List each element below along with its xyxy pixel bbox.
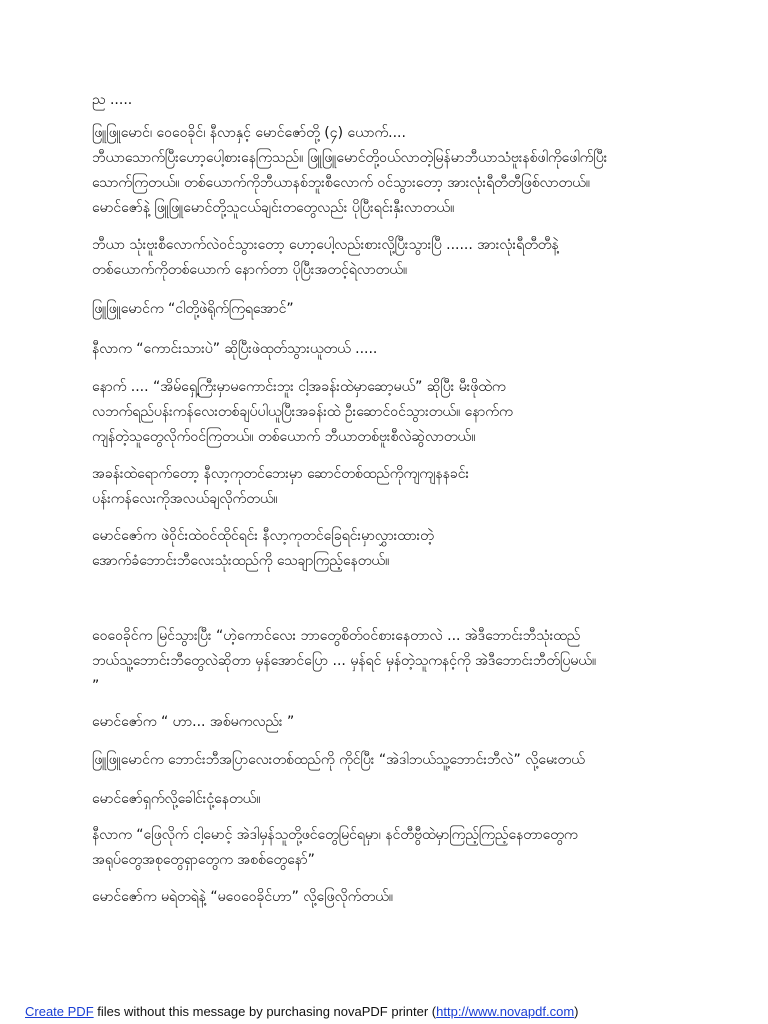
paragraph-13 (92, 823, 692, 873)
paragraph-7 (92, 462, 692, 512)
paragraph-10 (92, 710, 692, 735)
paragraph-4 (92, 297, 692, 322)
text-line: မောင်ဇော်ရှက်လို့ခေါင်းငုံ့နေတယ်။ (92, 791, 261, 807)
paragraph-1 (92, 88, 692, 113)
text-line: လဘက်ရည်ပန်းကန်လေးတစ်ချပ်ပါယူပြီးအခန်းထဲ ဦးဆောင်ဝင်သွားတယ်။ နောက်က (92, 404, 513, 420)
text-line: မောင်ဇော်က ဖဲဝိုင်းထဲဝင်ထိုင်ရင်း နီလာ့ကုတင်ခြေရင်းမှာလွှားထားတဲ့ (92, 528, 434, 544)
pdf-footer (25, 1004, 579, 1020)
text-line: ည ..... (92, 92, 133, 108)
text-line: ဖြူဖြူမောင်က ဘောင်းဘီအပြာလေးတစ်ထည်ကို ကိုင်ပြီး “အဲဒါဘယ်သူ့ဘောင်းဘီလဲ” လို့မေးတယ် (92, 752, 585, 768)
paragraph-8 (92, 524, 692, 574)
text-line: ကျန်တဲ့သူတွေလိုက်ဝင်ကြတယ်။ တစ်ယောက် ဘီယာတစ်ဗူးစီလဲဆွဲလာတယ်။ (92, 429, 476, 445)
text-line: ဖြူဖြူမောင်၊ ဝေဝေခိုင်၊ နီလာနှင့် မောင်ဇော်တို့ (၄) ယောက်.... (92, 125, 406, 141)
paragraph-9 (92, 624, 692, 699)
footer-text-end: ) (574, 1004, 579, 1019)
paragraph-14 (92, 885, 692, 910)
text-line: ဘီယာသောက်ပြီးဟော့ပေါ့စားနေကြသည်။ ဖြူဖြူမောင်တို့ဝယ်လာတဲ့မြန်မာဘီယာသံဗူးနစ်ဖါကိုဖေါက်ပြီး (92, 150, 608, 166)
text-line: ပန်းကန်လေးကိုအလယ်ချလိုက်တယ်။ (92, 491, 278, 507)
text-line: အောက်ခံဘောင်းဘီလေးသုံးထည်ကို သေချာကြည့်နေတယ်။ (92, 553, 390, 569)
paragraph-2 (92, 121, 692, 221)
text-line: နောက် .... “အိမ်ရှေ့ကြီးမှာမကောင်းဘူး ငါ့အခန်းထဲမှာဆော့မယ်” ဆိုပြီး မီးဖိုထဲက (92, 379, 506, 395)
text-line: ဖြူဖြူမောင်က “ငါတို့ဖဲရိုက်ကြရအောင်” (92, 301, 294, 317)
text-line: ဘယ်သူ့ဘောင်းဘီတွေလဲဆိုတာ မှန်အောင်ပြော ... မှန်ရင် မှန်တဲ့သူကနင့်ကို အဲဒီဘောင်းဘီတ်ပြမယ်။ (92, 653, 597, 669)
paragraph-3 (92, 233, 692, 283)
novapdf-url-link[interactable]: http://www.novapdf.com (436, 1004, 575, 1019)
paragraph-12 (92, 787, 692, 812)
text-line: အရုပ်တွေအစုတွေရှာတွေက အစစ်တွေနော်” (92, 852, 315, 868)
text-line: အခန်းထဲရောက်တော့ နီလာ့ကုတင်ဘေးမှာ ဆောင်တစ်ထည်ကိုကျကျနနခင်း (92, 466, 470, 482)
text-line: နီလာက “ဖြေလိုက် ငါ့မောင့် အဲဒါမှန်သူတို့ဖင်တွေမြင်ရမှာ၊ နင်တီဗွီထဲမှာကြည့်ကြည့်နေတာတွေက (92, 827, 578, 843)
text-line: မောင်ဇော်က “ ဟာ... အစ်မကလည်း ” (92, 714, 295, 730)
text-line: နီလာက “ကောင်းသားပဲ” ဆိုပြီးဖဲထုတ်သွားယူတယ် ..... (92, 341, 378, 357)
paragraph-6 (92, 375, 692, 450)
text-line: မောင်ဇော်နဲ့ ဖြူဖြူမောင်တို့သူငယ်ချင်းတတွေလည်း ပိုပြီးရင်းနှီးလာတယ်။ (92, 200, 455, 216)
text-line: သောက်ကြတယ်။ တစ်ယောက်ကိုဘီယာနစ်ဘူးစီလောက် ဝင်သွားတော့ အားလုံးရီတီတီဖြစ်လာတယ်။ (92, 175, 590, 191)
text-line: ” (92, 678, 100, 694)
text-line: တစ်ယောက်ကိုတစ်ယောက် နောက်တာ ပိုပြီးအတင့်ရဲလာတယ်။ (92, 262, 408, 278)
text-line: ဘီယာ သုံးဗူးစီလောက်လဲဝင်သွားတော့ ဟော့ပေါ့လည်းစားလို့ပြီးသွားပြီ ...... အားလုံးရီတီတီနဲ့ (92, 237, 559, 253)
create-pdf-link[interactable]: Create PDF (25, 1004, 94, 1019)
footer-text: files without this message by purchasing novaPDF printer ( (93, 1004, 437, 1019)
text-line: မောင်ဇော်က မရဲတရဲနဲ့ “မဝေဝေခိုင်ဟာ” လို့ဖြေလိုက်တယ်။ (92, 889, 393, 905)
paragraph-11 (92, 748, 692, 773)
paragraph-5 (92, 337, 692, 362)
text-line: ဝေဝေခိုင်က မြင်သွားပြီး “ဟဲ့ကောင်လေး ဘာတွေစိတ်ဝင်စားနေတာလဲ ... အဲဒီဘောင်းဘီသုံးထည် (92, 628, 581, 644)
